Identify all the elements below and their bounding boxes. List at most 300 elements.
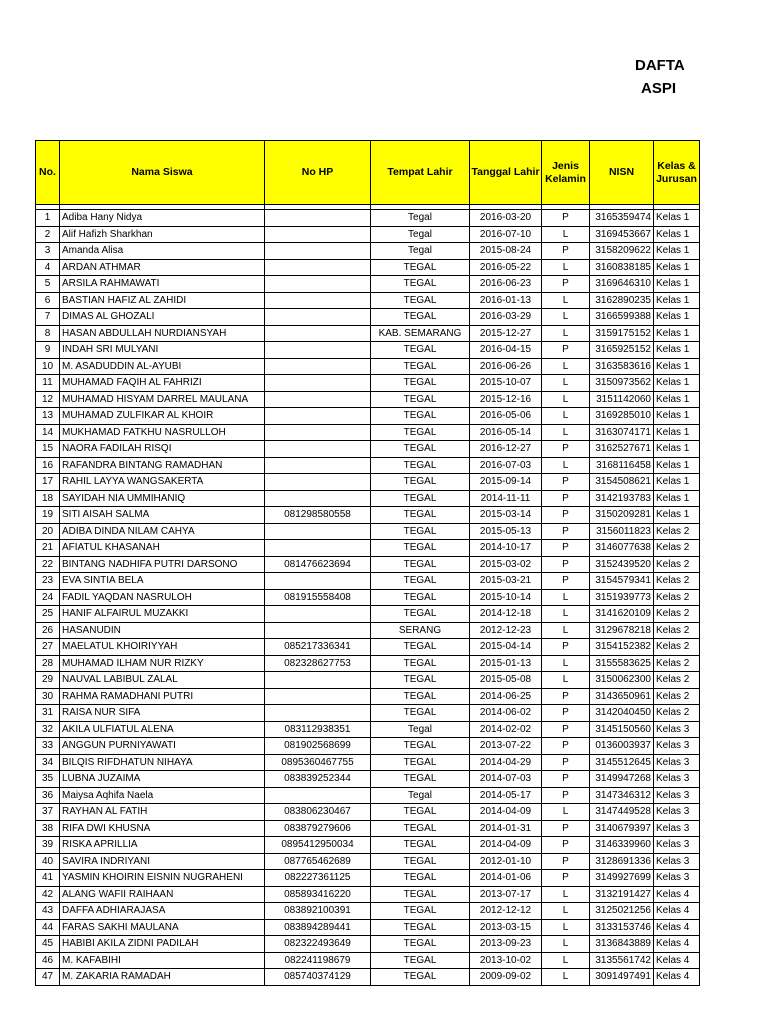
cell-nama-siswa: ARSILA RAHMAWATI: [60, 276, 265, 293]
cell-nama-siswa: Alif Hafizh Sharkhan: [60, 226, 265, 243]
cell-jenis-kelamin: P: [542, 820, 590, 837]
cell-no: 10: [36, 358, 60, 375]
cell-nama-siswa: RAFANDRA BINTANG RAMADHAN: [60, 457, 265, 474]
cell-kelas: Kelas 2: [654, 622, 700, 639]
cell-tempat-lahir: TEGAL: [371, 754, 470, 771]
cell-no: 28: [36, 655, 60, 672]
cell-nisn: 3155583625: [590, 655, 654, 672]
cell-nisn: 3150062300: [590, 672, 654, 689]
cell-tempat-lahir: TEGAL: [371, 705, 470, 722]
cell-jenis-kelamin: L: [542, 358, 590, 375]
cell-nisn: 3160838185: [590, 259, 654, 276]
cell-nisn: 3145150560: [590, 721, 654, 738]
cell-no: 22: [36, 556, 60, 573]
cell-nisn: 3132191427: [590, 886, 654, 903]
cell-no: 5: [36, 276, 60, 293]
cell-kelas: Kelas 1: [654, 342, 700, 359]
cell-no-hp: [265, 408, 371, 425]
cell-tanggal-lahir: 2014-07-03: [470, 771, 542, 788]
cell-nama-siswa: MUHAMAD ILHAM NUR RIZKY: [60, 655, 265, 672]
cell-kelas: Kelas 1: [654, 292, 700, 309]
cell-tanggal-lahir: 2013-07-17: [470, 886, 542, 903]
cell-nama-siswa: ALANG WAFII RAIHAAN: [60, 886, 265, 903]
cell-nama-siswa: Amanda Alisa: [60, 243, 265, 260]
cell-no: 12: [36, 391, 60, 408]
cell-no-hp: [265, 523, 371, 540]
cell-kelas: Kelas 3: [654, 870, 700, 887]
cell-no: 40: [36, 853, 60, 870]
cell-no: 45: [36, 936, 60, 953]
cell-jenis-kelamin: P: [542, 441, 590, 458]
cell-kelas: Kelas 1: [654, 375, 700, 392]
cell-no-hp: [265, 259, 371, 276]
cell-tempat-lahir: TEGAL: [371, 969, 470, 986]
cell-nama-siswa: LUBNA JUZAIMA: [60, 771, 265, 788]
cell-nisn: 3143650961: [590, 688, 654, 705]
cell-no: 26: [36, 622, 60, 639]
cell-tanggal-lahir: 2014-06-02: [470, 705, 542, 722]
cell-no-hp: 083879279606: [265, 820, 371, 837]
table-row: [36, 325, 700, 342]
cell-tempat-lahir: TEGAL: [371, 688, 470, 705]
cell-no: 18: [36, 490, 60, 507]
cell-jenis-kelamin: L: [542, 969, 590, 986]
cell-tanggal-lahir: 2015-04-14: [470, 639, 542, 656]
cell-tanggal-lahir: 2016-04-15: [470, 342, 542, 359]
table-body: [36, 205, 700, 986]
cell-nisn: 3163074171: [590, 424, 654, 441]
cell-nama-siswa: ANGGUN PURNIYAWATI: [60, 738, 265, 755]
cell-kelas: Kelas 1: [654, 474, 700, 491]
cell-tempat-lahir: TEGAL: [371, 589, 470, 606]
cell-kelas: Kelas 3: [654, 771, 700, 788]
cell-tanggal-lahir: 2013-03-15: [470, 919, 542, 936]
cell-kelas: Kelas 4: [654, 903, 700, 920]
cell-nisn: 3140679397: [590, 820, 654, 837]
cell-no-hp: [265, 276, 371, 293]
cell-tanggal-lahir: 2016-03-29: [470, 309, 542, 326]
header-nama-siswa: Nama Siswa: [60, 141, 265, 205]
cell-no-hp: [265, 325, 371, 342]
cell-nama-siswa: RAHMA RAMADHANI PUTRI: [60, 688, 265, 705]
cell-tempat-lahir: TEGAL: [371, 490, 470, 507]
cell-kelas: Kelas 1: [654, 441, 700, 458]
cell-tempat-lahir: TEGAL: [371, 408, 470, 425]
cell-kelas: Kelas 2: [654, 540, 700, 557]
cell-tanggal-lahir: 2016-07-03: [470, 457, 542, 474]
cell-nama-siswa: MUKHAMAD FATKHU NASRULLOH: [60, 424, 265, 441]
cell-nama-siswa: SAVIRA INDRIYANI: [60, 853, 265, 870]
cell-nama-siswa: SAYIDAH NIA UMMIHANIQ: [60, 490, 265, 507]
cell-jenis-kelamin: L: [542, 309, 590, 326]
cell-tanggal-lahir: 2009-09-02: [470, 969, 542, 986]
cell-jenis-kelamin: P: [542, 342, 590, 359]
cell-nisn: 3169646310: [590, 276, 654, 293]
cell-nisn: 3149947268: [590, 771, 654, 788]
cell-tanggal-lahir: 2014-06-25: [470, 688, 542, 705]
cell-tanggal-lahir: 2014-10-17: [470, 540, 542, 557]
cell-kelas: Kelas 4: [654, 886, 700, 903]
cell-tanggal-lahir: 2013-10-02: [470, 952, 542, 969]
cell-no: 15: [36, 441, 60, 458]
cell-tempat-lahir: TEGAL: [371, 556, 470, 573]
student-table: [35, 140, 700, 986]
cell-no: 36: [36, 787, 60, 804]
table-row: [36, 804, 700, 821]
cell-tempat-lahir: TEGAL: [371, 870, 470, 887]
cell-tempat-lahir: TEGAL: [371, 853, 470, 870]
cell-kelas: Kelas 4: [654, 919, 700, 936]
cell-kelas: Kelas 2: [654, 655, 700, 672]
cell-tanggal-lahir: 2016-05-06: [470, 408, 542, 425]
cell-kelas: Kelas 1: [654, 507, 700, 524]
cell-jenis-kelamin: L: [542, 903, 590, 920]
cell-no: 4: [36, 259, 60, 276]
cell-no-hp: 083806230467: [265, 804, 371, 821]
cell-kelas: Kelas 1: [654, 358, 700, 375]
cell-no: 20: [36, 523, 60, 540]
cell-no-hp: 085740374129: [265, 969, 371, 986]
cell-jenis-kelamin: L: [542, 391, 590, 408]
cell-no-hp: [265, 243, 371, 260]
cell-no-hp: 081915558408: [265, 589, 371, 606]
cell-nisn: 3135561742: [590, 952, 654, 969]
cell-tanggal-lahir: 2013-07-22: [470, 738, 542, 755]
cell-jenis-kelamin: L: [542, 919, 590, 936]
cell-tempat-lahir: Tegal: [371, 787, 470, 804]
cell-no: 31: [36, 705, 60, 722]
cell-jenis-kelamin: P: [542, 754, 590, 771]
table-row: [36, 507, 700, 524]
table-row: [36, 243, 700, 260]
cell-nisn: 3163583616: [590, 358, 654, 375]
cell-tanggal-lahir: 2014-01-31: [470, 820, 542, 837]
cell-nama-siswa: AKILA ULFIATUL ALENA: [60, 721, 265, 738]
cell-tempat-lahir: TEGAL: [371, 259, 470, 276]
cell-no-hp: 082241198679: [265, 952, 371, 969]
table-row: [36, 771, 700, 788]
cell-tanggal-lahir: 2014-05-17: [470, 787, 542, 804]
cell-jenis-kelamin: P: [542, 837, 590, 854]
cell-nisn: 3158209622: [590, 243, 654, 260]
table-row: [36, 952, 700, 969]
cell-nisn: 3149927699: [590, 870, 654, 887]
header-no-hp: No HP: [265, 141, 371, 205]
cell-no: 16: [36, 457, 60, 474]
cell-nama-siswa: HABIBI AKILA ZIDNI PADILAH: [60, 936, 265, 953]
cell-no-hp: [265, 226, 371, 243]
cell-no: 38: [36, 820, 60, 837]
cell-nisn: 3141620109: [590, 606, 654, 623]
cell-no: 1: [36, 210, 60, 227]
cell-tempat-lahir: TEGAL: [371, 309, 470, 326]
cell-tempat-lahir: KAB. SEMARANG: [371, 325, 470, 342]
cell-jenis-kelamin: L: [542, 886, 590, 903]
cell-no: 25: [36, 606, 60, 623]
cell-kelas: Kelas 3: [654, 853, 700, 870]
table-row: [36, 820, 700, 837]
table-row: [36, 259, 700, 276]
cell-jenis-kelamin: P: [542, 771, 590, 788]
cell-tempat-lahir: TEGAL: [371, 903, 470, 920]
cell-kelas: Kelas 4: [654, 969, 700, 986]
cell-no: 42: [36, 886, 60, 903]
cell-kelas: Kelas 4: [654, 952, 700, 969]
cell-kelas: Kelas 1: [654, 408, 700, 425]
cell-nama-siswa: ARDAN ATHMAR: [60, 259, 265, 276]
cell-kelas: Kelas 3: [654, 837, 700, 854]
table-row: [36, 606, 700, 623]
cell-tanggal-lahir: 2015-03-21: [470, 573, 542, 590]
cell-no-hp: [265, 424, 371, 441]
table-row: [36, 424, 700, 441]
cell-no: 8: [36, 325, 60, 342]
cell-nisn: 3162527671: [590, 441, 654, 458]
cell-jenis-kelamin: L: [542, 804, 590, 821]
cell-kelas: Kelas 1: [654, 424, 700, 441]
cell-kelas: Kelas 2: [654, 672, 700, 689]
cell-no: 7: [36, 309, 60, 326]
cell-kelas: Kelas 1: [654, 210, 700, 227]
table-row: [36, 969, 700, 986]
cell-jenis-kelamin: P: [542, 210, 590, 227]
cell-no-hp: 083894289441: [265, 919, 371, 936]
cell-no: 30: [36, 688, 60, 705]
cell-nisn: 3169285010: [590, 408, 654, 425]
cell-nama-siswa: BILQIS RIFDHATUN NIHAYA: [60, 754, 265, 771]
cell-no-hp: [265, 787, 371, 804]
cell-tempat-lahir: TEGAL: [371, 457, 470, 474]
cell-nisn: 3145512645: [590, 754, 654, 771]
cell-jenis-kelamin: L: [542, 408, 590, 425]
cell-tanggal-lahir: 2016-03-20: [470, 210, 542, 227]
cell-tempat-lahir: TEGAL: [371, 919, 470, 936]
cell-tempat-lahir: TEGAL: [371, 391, 470, 408]
cell-tempat-lahir: TEGAL: [371, 639, 470, 656]
cell-tempat-lahir: TEGAL: [371, 672, 470, 689]
table-row: [36, 226, 700, 243]
table-row: [36, 622, 700, 639]
cell-nama-siswa: Adiba Hany Nidya: [60, 210, 265, 227]
cell-no-hp: [265, 573, 371, 590]
table-row: [36, 754, 700, 771]
cell-tanggal-lahir: 2016-07-10: [470, 226, 542, 243]
header-tempat-lahir: Tempat Lahir: [371, 141, 470, 205]
cell-no: 34: [36, 754, 60, 771]
cell-tanggal-lahir: 2016-01-13: [470, 292, 542, 309]
cell-tempat-lahir: TEGAL: [371, 276, 470, 293]
cell-no: 37: [36, 804, 60, 821]
cell-kelas: Kelas 3: [654, 804, 700, 821]
cell-nisn: 3147346312: [590, 787, 654, 804]
cell-nisn: 3154579341: [590, 573, 654, 590]
table-row: [36, 903, 700, 920]
table-row: [36, 408, 700, 425]
cell-no-hp: [265, 606, 371, 623]
cell-jenis-kelamin: L: [542, 589, 590, 606]
cell-nisn: 3091497491: [590, 969, 654, 986]
cell-jenis-kelamin: P: [542, 490, 590, 507]
cell-nama-siswa: HASANUDIN: [60, 622, 265, 639]
cell-no-hp: 083892100391: [265, 903, 371, 920]
cell-tanggal-lahir: 2013-09-23: [470, 936, 542, 953]
header-jenis-kelamin-line2: Kelamin: [545, 172, 586, 185]
cell-tanggal-lahir: 2016-05-22: [470, 259, 542, 276]
cell-tempat-lahir: TEGAL: [371, 523, 470, 540]
table-row: [36, 375, 700, 392]
table-row: [36, 342, 700, 359]
cell-tempat-lahir: TEGAL: [371, 886, 470, 903]
cell-jenis-kelamin: L: [542, 226, 590, 243]
cell-kelas: Kelas 2: [654, 589, 700, 606]
cell-kelas: Kelas 3: [654, 787, 700, 804]
cell-kelas: Kelas 3: [654, 721, 700, 738]
cell-nama-siswa: EVA SINTIA BELA: [60, 573, 265, 590]
cell-no-hp: 081298580558: [265, 507, 371, 524]
student-table-container: [35, 140, 768, 986]
cell-jenis-kelamin: P: [542, 688, 590, 705]
cell-nisn: 3125021256: [590, 903, 654, 920]
cell-no-hp: [265, 672, 371, 689]
header-tanggal-lahir: Tanggal Lahir: [470, 141, 542, 205]
cell-nama-siswa: RISKA APRILLIA: [60, 837, 265, 854]
cell-jenis-kelamin: P: [542, 556, 590, 573]
cell-no: 47: [36, 969, 60, 986]
cell-jenis-kelamin: L: [542, 259, 590, 276]
table-row: [36, 837, 700, 854]
cell-tanggal-lahir: 2012-12-23: [470, 622, 542, 639]
cell-tanggal-lahir: 2015-01-13: [470, 655, 542, 672]
cell-nisn: 3151142060: [590, 391, 654, 408]
cell-nisn: 3168116458: [590, 457, 654, 474]
cell-tempat-lahir: TEGAL: [371, 771, 470, 788]
cell-kelas: Kelas 1: [654, 243, 700, 260]
cell-nisn: 3151939773: [590, 589, 654, 606]
cell-tanggal-lahir: 2016-05-14: [470, 424, 542, 441]
table-row: [36, 787, 700, 804]
table-row: [36, 688, 700, 705]
cell-tanggal-lahir: 2014-01-06: [470, 870, 542, 887]
cell-tempat-lahir: TEGAL: [371, 655, 470, 672]
cell-kelas: Kelas 2: [654, 688, 700, 705]
table-row: [36, 936, 700, 953]
cell-jenis-kelamin: L: [542, 375, 590, 392]
cell-nama-siswa: DAFFA ADHIARAJASA: [60, 903, 265, 920]
cell-no-hp: [265, 342, 371, 359]
cell-nama-siswa: MUHAMAD HISYAM DARREL MAULANA: [60, 391, 265, 408]
cell-no: 21: [36, 540, 60, 557]
cell-tanggal-lahir: 2014-11-11: [470, 490, 542, 507]
cell-kelas: Kelas 2: [654, 573, 700, 590]
cell-kelas: Kelas 3: [654, 754, 700, 771]
cell-kelas: Kelas 1: [654, 226, 700, 243]
cell-tanggal-lahir: 2015-10-14: [470, 589, 542, 606]
cell-jenis-kelamin: P: [542, 523, 590, 540]
cell-tempat-lahir: TEGAL: [371, 606, 470, 623]
cell-jenis-kelamin: P: [542, 705, 590, 722]
cell-nama-siswa: MUHAMAD ZULFIKAR AL KHOIR: [60, 408, 265, 425]
cell-no: 14: [36, 424, 60, 441]
cell-nisn: 3146339960: [590, 837, 654, 854]
cell-nisn: 3166599388: [590, 309, 654, 326]
cell-nama-siswa: HASAN ABDULLAH NURDIANSYAH: [60, 325, 265, 342]
cell-kelas: Kelas 3: [654, 738, 700, 755]
cell-nama-siswa: RIFA DWI KHUSNA: [60, 820, 265, 837]
cell-nama-siswa: MAELATUL KHOIRIYYAH: [60, 639, 265, 656]
cell-jenis-kelamin: P: [542, 276, 590, 293]
cell-nama-siswa: SITI AISAH SALMA: [60, 507, 265, 524]
cell-tanggal-lahir: 2015-12-27: [470, 325, 542, 342]
table-row: [36, 358, 700, 375]
cell-kelas: Kelas 2: [654, 705, 700, 722]
cell-tempat-lahir: TEGAL: [371, 375, 470, 392]
cell-tanggal-lahir: 2014-04-09: [470, 804, 542, 821]
cell-kelas: Kelas 1: [654, 276, 700, 293]
cell-nama-siswa: DIMAS AL GHOZALI: [60, 309, 265, 326]
table-row: [36, 870, 700, 887]
cell-nama-siswa: BASTIAN HAFIZ AL ZAHIDI: [60, 292, 265, 309]
cell-kelas: Kelas 2: [654, 639, 700, 656]
cell-tempat-lahir: TEGAL: [371, 804, 470, 821]
cell-nisn: 3142193783: [590, 490, 654, 507]
cell-nama-siswa: NAORA FADILAH RISQI: [60, 441, 265, 458]
cell-nama-siswa: INDAH SRI MULYANI: [60, 342, 265, 359]
table-row: [36, 886, 700, 903]
cell-no: 44: [36, 919, 60, 936]
cell-kelas: Kelas 2: [654, 556, 700, 573]
cell-jenis-kelamin: L: [542, 622, 590, 639]
cell-jenis-kelamin: P: [542, 573, 590, 590]
cell-tanggal-lahir: 2015-03-14: [470, 507, 542, 524]
cell-nisn: 3133153746: [590, 919, 654, 936]
table-row: [36, 210, 700, 227]
cell-tanggal-lahir: 2014-12-18: [470, 606, 542, 623]
cell-no-hp: 081476623694: [265, 556, 371, 573]
table-row: [36, 919, 700, 936]
cell-tempat-lahir: TEGAL: [371, 358, 470, 375]
cell-nama-siswa: ADIBA DINDA NILAM CAHYA: [60, 523, 265, 540]
cell-jenis-kelamin: P: [542, 870, 590, 887]
cell-no: 39: [36, 837, 60, 854]
cell-tanggal-lahir: 2016-06-26: [470, 358, 542, 375]
cell-tanggal-lahir: 2015-12-16: [470, 391, 542, 408]
cell-jenis-kelamin: P: [542, 787, 590, 804]
cell-tempat-lahir: TEGAL: [371, 540, 470, 557]
cell-kelas: Kelas 2: [654, 523, 700, 540]
table-row: [36, 391, 700, 408]
cell-no-hp: 0895412950034: [265, 837, 371, 854]
cell-kelas: Kelas 1: [654, 325, 700, 342]
cell-tempat-lahir: Tegal: [371, 243, 470, 260]
cell-no: 41: [36, 870, 60, 887]
cell-jenis-kelamin: L: [542, 424, 590, 441]
table-row: [36, 639, 700, 656]
cell-no-hp: 085217336341: [265, 639, 371, 656]
document-title-line1: DAFTA: [635, 57, 685, 74]
cell-jenis-kelamin: P: [542, 639, 590, 656]
cell-kelas: Kelas 4: [654, 936, 700, 953]
cell-tanggal-lahir: 2016-12-27: [470, 441, 542, 458]
cell-nisn: 3165925152: [590, 342, 654, 359]
cell-tanggal-lahir: 2015-10-07: [470, 375, 542, 392]
cell-jenis-kelamin: P: [542, 853, 590, 870]
cell-tanggal-lahir: 2015-05-13: [470, 523, 542, 540]
cell-kelas: Kelas 1: [654, 391, 700, 408]
table-row: [36, 474, 700, 491]
table-row: [36, 655, 700, 672]
cell-no-hp: [265, 474, 371, 491]
cell-nama-siswa: Maiysa Aqhifa Naela: [60, 787, 265, 804]
